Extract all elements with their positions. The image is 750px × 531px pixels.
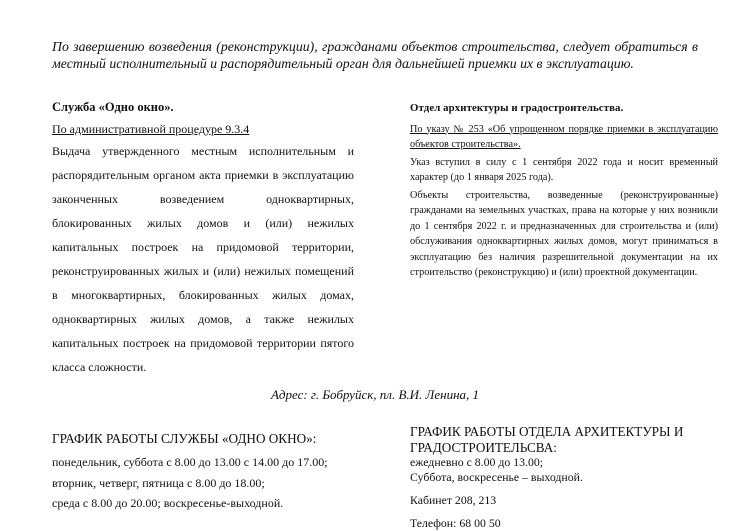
one-window-title: Служба «Одно окно». [52, 100, 174, 114]
architecture-schedule-title-line2: ГРАДОСТРОИТЕЛЬСВА: [410, 439, 557, 455]
decree-effective-date: Указ вступил в силу с 1 сентября 2022 года и носит временный характер (до 1 января 2025 года). [410, 156, 718, 183]
decree-description: Объекты строительства, возведенные (реконструированные) гражданами на земельных участках, права на которые у них возникли до 1 сентября 2022 г. и предназначенных для строительства и (или) обслуживания одноквартирных жилых домов, могут приниматься в эксплуатацию без наличия разрешительной документации на их строительство (реконструкцию) и (или) проектной документации. [410, 189, 718, 278]
decree-reference: По указу № 253 «Об упрощенном порядке приемки в эксплуатацию объектов строительства». [410, 123, 718, 150]
schedule-line: среда с 8.00 до 20.00; воскресенье-выходной. [52, 496, 284, 510]
architecture-schedule-title-line1: ГРАФИК РАБОТЫ ОТДЕЛА АРХИТЕКТУРЫ И [410, 424, 684, 439]
one-window-section [52, 100, 354, 379]
schedule-line: вторник, четверг, пятница с 8.00 до 18.00; [52, 475, 265, 490]
intro-paragraph: По завершению возведения (реконструкции), гражданами объектов строительства, следует обратиться в местный исполнительный и распорядительный орган для дальнейшей приемки их в эксплуатацию. [52, 39, 698, 71]
one-window-schedule-title: ГРАФИК РАБОТЫ СЛУЖБЫ «ОДНО ОКНО»: [52, 431, 317, 446]
architecture-title: Отдел архитектуры и градостроительства. [410, 102, 624, 114]
architecture-hours-line2: Суббота, воскресенье – выходной. [410, 470, 583, 484]
phone-number: Телефон: 68 00 50 [410, 516, 501, 530]
procedure-description: Выдача утвержденного местным исполнительным и распорядительным органом акта приемки в эксплуатацию законченных возведением одноквартирных, блокированных жилых домов и (или) нежилых капитальных построек на придомовой территории, реконструированных жилых и (или) нежилых помещений в многоквартирных, блокированных жилых домах, одноквартирных жилых домов, а также нежилых капитальных построек на придомовой территории пятого класса сложности. [52, 144, 354, 374]
office-number: Кабинет 208, 213 [410, 493, 497, 507]
architecture-schedule [410, 424, 730, 531]
procedure-reference: По административной процедуре 9.3.4 [52, 122, 250, 136]
architecture-hours-line1: ежедневно с 8.00 до 13.00; [410, 455, 544, 469]
architecture-section [410, 101, 718, 281]
schedule-line: понедельник, суббота с 8.00 до 13.00 с 14.00 до 17.00; [52, 455, 328, 469]
address: Адрес: г. Бобруйск, пл. В.И. Ленина, 1 [270, 387, 480, 402]
one-window-schedule [52, 431, 392, 514]
